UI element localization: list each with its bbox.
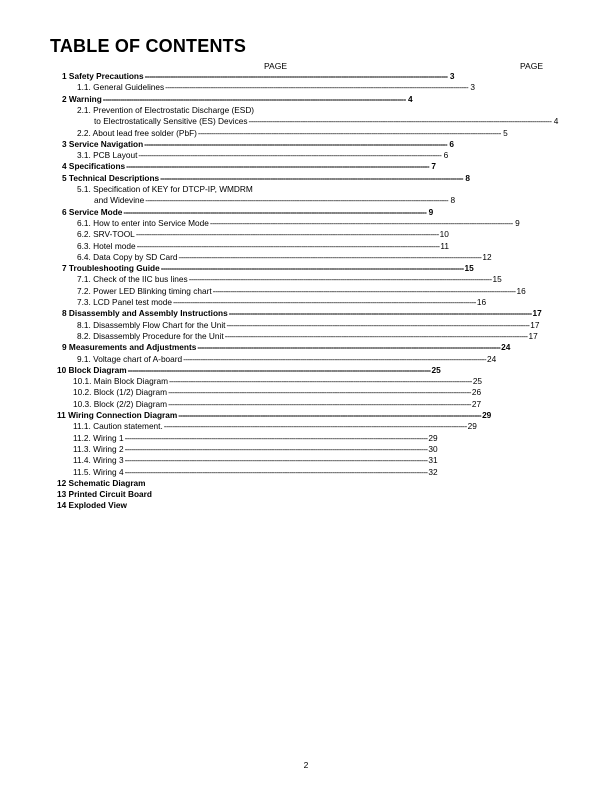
toc-leader-dashes: -------------------------------------------------------------------------------------------------------------------------------------------- — [126, 161, 429, 172]
toc-entry-page: 29 — [428, 432, 438, 443]
toc-entry-label: 11 Wiring Connection Diagram — [57, 410, 178, 420]
toc-subsection-entry — [77, 127, 508, 139]
toc-section-entry — [62, 93, 413, 105]
toc-subsection-entry — [77, 297, 487, 308]
toc-entry-label: 11.1. Caution statement. — [73, 421, 163, 432]
toc-entry-page: 10 — [439, 229, 449, 240]
toc-entry-label: 1 Safety Precautions — [62, 71, 144, 81]
toc-section-entry — [62, 263, 474, 274]
toc-entry-page: 32 — [428, 466, 438, 477]
toc-entry-page: 25 — [472, 376, 483, 387]
document-title: TABLE OF CONTENTS — [50, 36, 247, 56]
page-column-header-right: PAGE — [520, 61, 543, 71]
toc-leader-dashes: -------------------------------------------------------------------------------------------------------------------------------------------- — [160, 263, 464, 274]
toc-entry-page: 24 — [501, 342, 511, 353]
toc-leader-dashes: -------------------------------------------------------------------------------------------------------------------------------------------- — [178, 251, 482, 262]
toc-entry-page: 17 — [528, 330, 538, 341]
toc-section-entry — [62, 71, 455, 82]
toc-entry-page: 4 — [407, 93, 413, 104]
toc-leader-dashes: -------------------------------------------------------------------------------------------------------------------------------------------- — [144, 138, 447, 149]
toc-subsection-entry — [77, 229, 449, 240]
toc-subsection-entry — [77, 217, 520, 229]
toc-entry-page: 9 — [515, 217, 520, 228]
toc-entry-label: 14 Exploded View — [57, 500, 127, 511]
toc-subsection-entry — [77, 330, 538, 342]
toc-entry-page: 8 — [450, 195, 456, 206]
toc-entry-page: 29 — [482, 410, 492, 420]
toc-leader-dashes: -------------------------------------------------------------------------------------------------------------------------------------------- — [248, 116, 552, 127]
toc-entry-page: 25 — [431, 364, 441, 375]
toc-section-entry — [62, 342, 511, 353]
toc-subsection-entry — [77, 285, 526, 297]
toc-entry-label: 9.1. Voltage chart of A-board — [77, 353, 183, 364]
toc-subsection-entry — [77, 240, 450, 252]
toc-entry-label: 6.2. SRV-TOOL — [77, 229, 135, 240]
toc-leader-dashes: -------------------------------------------------------------------------------------------------------------------------------------------- — [197, 342, 501, 353]
toc-entry-label: 7.2. Power LED Blinking timing chart — [77, 285, 212, 296]
toc-leader-dashes: -------------------------------------------------------------------------------------------------------------------------------------------- — [123, 206, 427, 217]
toc-section-entry — [62, 161, 436, 172]
toc-leader-dashes: -------------------------------------------------------------------------------------------------------------------------------------------- — [160, 172, 463, 183]
toc-leader-dashes: -------------------------------------------------------------------------------------------------------------------------------------------- — [168, 398, 471, 409]
toc-entry-label: 5 Technical Descriptions — [62, 172, 160, 183]
toc-entry-page: 31 — [428, 455, 438, 466]
toc-leader-dashes: -------------------------------------------------------------------------------------------------------------------------------------------- — [136, 240, 440, 251]
toc-leader-dashes: -------------------------------------------------------------------------------------------------------------------------------------------- — [138, 150, 442, 161]
toc-leader-dashes: -------------------------------------------------------------------------------------------------------------------------------------------- — [168, 387, 471, 398]
toc-entry-label: 3.1. PCB Layout — [77, 150, 138, 161]
toc-entry-page: 9 — [428, 206, 434, 217]
toc-entry-label: 1.1. General Guidelines — [77, 82, 165, 93]
toc-entry-label: and Widevine — [94, 195, 145, 206]
toc-entry-page: 16 — [516, 285, 526, 296]
toc-section-entry — [62, 206, 434, 218]
toc-entry-label: 10 Block Diagram — [57, 364, 127, 375]
toc-entry-page: 15 — [464, 263, 474, 274]
toc-entry-label: 7.3. LCD Panel test mode — [77, 297, 173, 307]
toc-entry-label: 7 Troubleshooting Guide — [62, 263, 160, 274]
toc-entry-label: 5.1. Specification of KEY for DTCP-IP, WMDRM — [77, 184, 253, 194]
toc-leader-dashes: -------------------------------------------------------------------------------------------------------------------------------------------- — [124, 455, 428, 466]
toc-leader-dashes: -------------------------------------------------------------------------------------------------------------------------------------------- — [188, 274, 492, 285]
toc-entry-label: 9 Measurements and Adjustments — [62, 342, 197, 353]
toc-leader-dashes: -------------------------------------------------------------------------------------------------------------------------------------------- — [212, 285, 516, 296]
toc-entry-label: 8.2. Disassembly Procedure for the Unit — [77, 330, 224, 341]
toc-subsection-entry — [73, 376, 483, 387]
toc-entry-page: 12 — [482, 251, 492, 262]
toc-leader-dashes: -------------------------------------------------------------------------------------------------------------------------------------------- — [226, 319, 530, 330]
toc-subsection-entry — [77, 353, 497, 365]
toc-entry-label: 8.1. Disassembly Flow Chart for the Unit — [77, 319, 226, 330]
toc-subsection-entry — [73, 455, 438, 466]
toc-entry-label: 2.2. About lead free solder (PbF) — [77, 127, 197, 138]
toc-leader-dashes: -------------------------------------------------------------------------------------------------------------------------------------------- — [144, 71, 448, 81]
toc-leader-dashes: -------------------------------------------------------------------------------------------------------------------------------------------- — [169, 376, 472, 387]
toc-entry-page: 6 — [449, 138, 454, 149]
page-number: 2 — [303, 760, 309, 770]
page-column-header-left: PAGE — [264, 61, 287, 71]
toc-leader-dashes: -------------------------------------------------------------------------------------------------------------------------------------------- — [127, 364, 431, 375]
toc-leader-dashes: -------------------------------------------------------------------------------------------------------------------------------------------- — [228, 308, 532, 319]
toc-entry-label: to Electrostatically Sensitive (ES) Devices — [94, 116, 248, 127]
toc-entry-page: 26 — [471, 387, 482, 398]
toc-leader-dashes: -------------------------------------------------------------------------------------------------------------------------------------------- — [124, 466, 428, 477]
toc-entry-label: 11.4. Wiring 3 — [73, 455, 124, 466]
toc-subsection-entry — [77, 251, 492, 263]
toc-subsection-entry — [77, 319, 540, 331]
toc-entry-label: 11.3. Wiring 2 — [73, 443, 124, 454]
toc-leader-dashes: -------------------------------------------------------------------------------------------------------------------------------------------- — [165, 82, 468, 93]
toc-leader-dashes: -------------------------------------------------------------------------------------------------------------------------------------------- — [145, 195, 449, 206]
toc-subsection-entry — [73, 466, 438, 478]
toc-entry-page: 27 — [471, 398, 482, 409]
toc-subsection-entry — [73, 432, 438, 444]
toc-section-entry — [57, 364, 441, 376]
toc-leader-dashes: -------------------------------------------------------------------------------------------------------------------------------------------- — [197, 127, 501, 138]
toc-leader-dashes: -------------------------------------------------------------------------------------------------------------------------------------------- — [183, 353, 486, 364]
toc-subsection-entry — [73, 387, 482, 398]
toc-entry-label: 8 Disassembly and Assembly Instructions — [62, 308, 228, 319]
toc-entry-page: 7 — [431, 161, 436, 172]
toc-section-entry — [57, 500, 289, 511]
toc-entry-label: 6.3. Hotel mode — [77, 240, 136, 251]
toc-subsection-entry — [77, 184, 289, 195]
toc-subsection-entry — [73, 398, 482, 410]
toc-leader-dashes: -------------------------------------------------------------------------------------------------------------------------------------------- — [173, 297, 476, 307]
toc-leader-dashes: -------------------------------------------------------------------------------------------------------------------------------------------- — [178, 410, 482, 420]
toc-subsection-entry — [94, 116, 559, 127]
toc-entry-label: 6 Service Mode — [62, 206, 123, 217]
toc-subsection-entry — [73, 443, 438, 455]
toc-entry-page: 29 — [467, 421, 477, 432]
toc-section-entry — [62, 308, 542, 319]
toc-entry-page: 11 — [440, 240, 450, 251]
toc-leader-dashes: -------------------------------------------------------------------------------------------------------------------------------------------- — [135, 229, 439, 240]
toc-entry-label: 11.5. Wiring 4 — [73, 466, 124, 477]
toc-entry-page: 3 — [470, 82, 475, 93]
toc-entry-page: 17 — [530, 319, 540, 330]
toc-subsection-entry — [77, 274, 502, 285]
toc-leader-dashes: -------------------------------------------------------------------------------------------------------------------------------------------- — [163, 421, 467, 432]
toc-section-entry — [57, 410, 492, 421]
toc-section-entry — [62, 172, 470, 184]
toc-subsection-entry — [73, 421, 477, 432]
toc-section-entry — [57, 489, 289, 500]
toc-entry-label: 2 Warning — [62, 93, 102, 104]
toc-entry-page: 6 — [443, 150, 449, 161]
toc-entry-label: 11.2. Wiring 1 — [73, 432, 124, 443]
toc-entry-label: 3 Service Navigation — [62, 138, 144, 149]
toc-entry-label: 10.1. Main Block Diagram — [73, 376, 168, 387]
toc-entry-page: 15 — [492, 274, 502, 285]
toc-entry-label: 12 Schematic Diagram — [57, 477, 146, 488]
toc-leader-dashes: -------------------------------------------------------------------------------------------------------------------------------------------- — [209, 217, 513, 228]
toc-leader-dashes: -------------------------------------------------------------------------------------------------------------------------------------------- — [102, 93, 406, 104]
toc-entry-label: 10.3. Block (2/2) Diagram — [73, 398, 168, 409]
toc-entry-label: 13 Printed Circuit Board — [57, 489, 152, 500]
toc-leader-dashes: -------------------------------------------------------------------------------------------------------------------------------------------- — [224, 330, 528, 341]
toc-entry-label: 6.1. How to enter into Service Mode — [77, 217, 209, 228]
toc-entry-label: 10.2. Block (1/2) Diagram — [73, 387, 168, 398]
toc-entry-label: 2.1. Prevention of Electrostatic Discharge (ESD) — [77, 104, 255, 115]
toc-entry-page: 30 — [428, 443, 438, 454]
toc-entry-page: 3 — [449, 71, 455, 81]
toc-section-entry — [62, 138, 454, 150]
toc-entry-page: 8 — [465, 172, 470, 183]
toc-subsection-entry — [77, 82, 475, 93]
toc-entry-page: 5 — [503, 127, 508, 138]
toc-entry-label: 4 Specifications — [62, 161, 126, 172]
toc-entry-label: 6.4. Data Copy by SD Card — [77, 251, 178, 262]
toc-entry-page: 24 — [486, 353, 497, 364]
toc-entry-page: 17 — [532, 308, 542, 319]
toc-entry-page: 16 — [476, 297, 487, 307]
toc-leader-dashes: -------------------------------------------------------------------------------------------------------------------------------------------- — [124, 443, 428, 454]
toc-entry-page: 4 — [553, 116, 559, 127]
toc-subsection-entry — [77, 105, 289, 116]
toc-section-entry — [57, 478, 289, 489]
toc-subsection-entry — [94, 195, 456, 206]
toc-subsection-entry — [77, 150, 449, 161]
toc-leader-dashes: -------------------------------------------------------------------------------------------------------------------------------------------- — [124, 432, 428, 443]
toc-entry-label: 7.1. Check of the IIC bus lines — [77, 274, 188, 285]
